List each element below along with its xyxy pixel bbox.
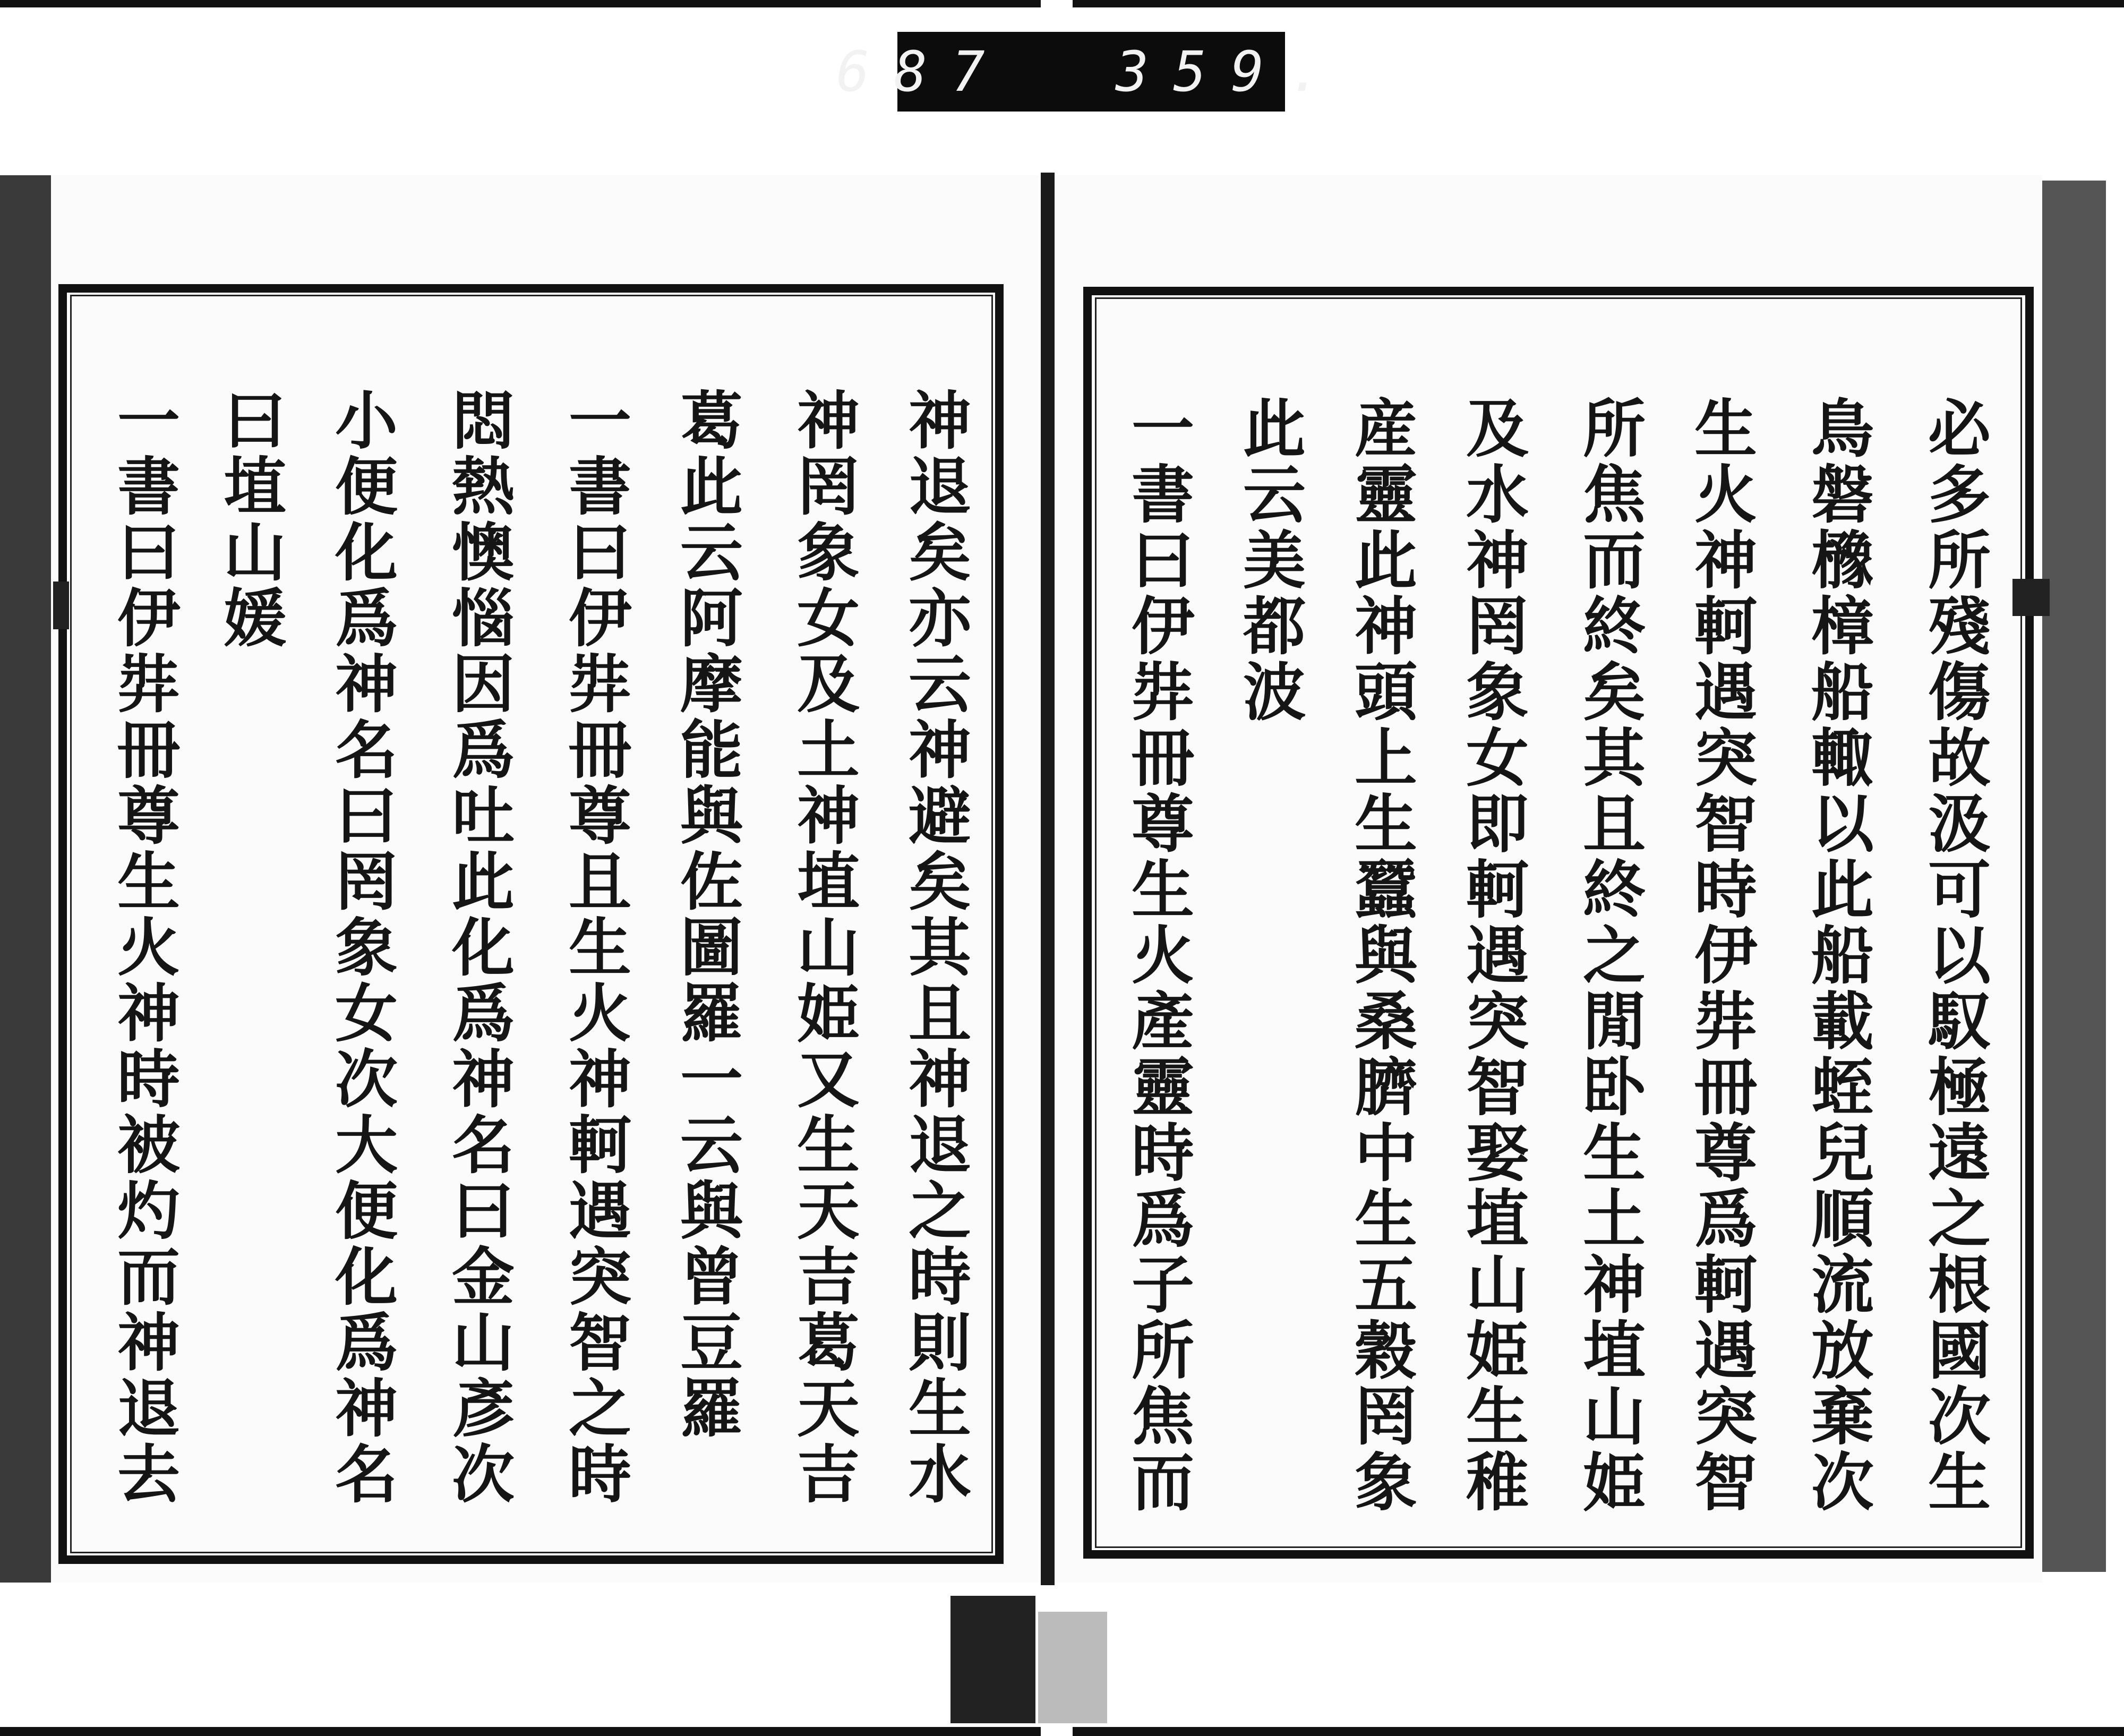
archive-number-plate (836, 32, 1347, 112)
right-page-column-8: 一書曰伊弉冊尊生火產靈時爲子所焦而 (1121, 396, 1195, 1515)
right-margin-tab (2012, 579, 2050, 616)
left-page-column-6: 小便化爲神名曰罔象女次大便化爲神名 (324, 388, 398, 1507)
left-page-column-4: 一書曰伊弉冊尊且生火神軻遇突智之時 (558, 388, 632, 1507)
right-page-column-6: 産靈此神頭上生蠶與桑臍中生五穀罔象 (1344, 396, 1418, 1515)
spine-shadow (1038, 1612, 1107, 1723)
left-page-column-1: 神退矣亦云神避矣其且神退之時則生水 (898, 388, 972, 1507)
left-page-column-5: 悶熱懊惱因爲吐此化爲神名曰金山彥次 (441, 388, 515, 1507)
right-page-column-4: 所焦而終矣其且終之閒卧生土神埴山姫 (1572, 396, 1646, 1515)
right-page-column-2: 鳥磐櫲樟船輙以此船載蛭兒順流放棄次 (1801, 396, 1874, 1515)
right-page-column-1: 必多所殘傷故汲可以馭極遠之根國次生 (1917, 396, 1991, 1515)
archive-number-right: 359. (1115, 39, 1347, 104)
left-page-column-8: 一書曰伊弉冊尊生火神時被灼而神退去 (107, 388, 181, 1507)
archive-number-left: 687 (836, 39, 1009, 104)
book-spine (1041, 173, 1055, 1585)
right-page-column-7: 此云美都波 (1232, 396, 1306, 725)
left-page-column-2: 神罔象女及土神埴山姫又生天吉葛天吉 (786, 388, 860, 1507)
right-page-column-5: 及水神罔象女即軻遇突智娶埴山姫生稚 (1455, 396, 1529, 1515)
top-film-gap (1041, 0, 1073, 7)
book-edge-right (2039, 181, 2106, 1572)
bottom-film-gap (1041, 1727, 1073, 1736)
left-page-column-3: 葛此云阿摩能與佐圖羅一云與曾豆羅 (670, 388, 743, 1441)
spine-tab (950, 1596, 1035, 1723)
left-margin-tab (53, 581, 69, 629)
right-page-column-3: 生火神軻遇突智時伊弉冊尊爲軻遇突智 (1684, 396, 1758, 1515)
left-page-column-7: 曰埴山媛 (213, 388, 287, 651)
book-edge-left (0, 175, 57, 1583)
